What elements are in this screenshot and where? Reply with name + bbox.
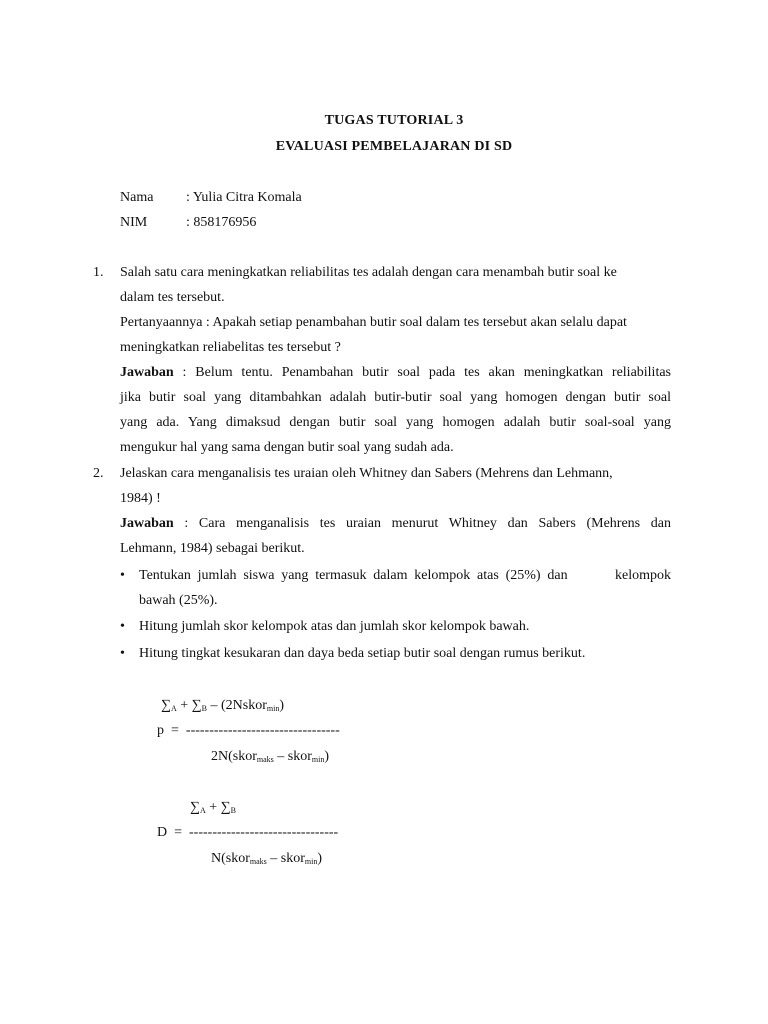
formula-p-numerator: $\sum_A + \sum_B$ – (2Nskor$_{min}$) xyxy=(161,698,285,713)
identity-name-row xyxy=(120,185,302,210)
question-2-number: 2. xyxy=(93,466,104,481)
answer-2-line: Jawaban : Cara menganalisis tes uraian menurut Whitney dan Sabers (Mehrens dan xyxy=(120,516,671,531)
nim-value: : 858176956 xyxy=(186,215,257,230)
nim-label: NIM xyxy=(120,215,148,230)
list-item: • Tentukan jumlah siswa yang termasuk dalam kelompok atas (25%) dan kelompok bawah (25%). xyxy=(120,563,671,613)
document-subtitle: EVALUASI PEMBELAJARAN DI SD xyxy=(275,139,513,154)
answer-1-line: yang ada. Yang dimaksud dengan butir soal yang homogen adalah butir soal-soal yang xyxy=(120,415,671,430)
question-2-text: 1984) ! xyxy=(120,491,161,506)
question-1-prompt: Pertanyaannya : Apakah setiap penambahan butir soal dalam tes tersebut akan selalu dapat xyxy=(120,315,627,330)
answer-2-label: Jawaban xyxy=(120,516,174,531)
formula-d-lhs: D = xyxy=(157,825,190,840)
answer-1-line: jika butir soal yang ditambahkan adalah butir-butir soal yang homogen dengan butir soal xyxy=(120,390,671,405)
formula-p-fraction xyxy=(157,718,340,743)
name-label: Nama xyxy=(120,190,154,205)
answer-1-line: Jawaban : Belum tentu. Penambahan butir soal pada tes akan meningkatkan reliabilitas xyxy=(120,365,671,380)
document-title: TUGAS TUTORIAL 3 xyxy=(324,113,464,128)
bullet-icon: • xyxy=(120,568,125,583)
list-item: • Hitung tingkat kesukaran dan daya beda setiap butir soal dengan rumus berikut. xyxy=(120,641,671,666)
question-1-text: dalam tes tersebut. xyxy=(120,290,225,305)
question-1-text: Salah satu cara meningkatkan reliabilitas tes adalah dengan cara menambah butir soal ke xyxy=(120,265,617,280)
bullet-icon: • xyxy=(120,619,125,634)
formula-p-denominator: 2N(skor$_{maks}$ – skor$_{min}$) xyxy=(211,749,330,764)
answer-1-line: mengukur hal yang sama dengan butir soal yang sudah ada. xyxy=(120,440,454,455)
formula-d-numerator: $\sum_A + \sum_B$ xyxy=(190,800,236,815)
fraction-bar: --------------------------------- xyxy=(185,723,340,738)
answer-2-line: Lehmann, 1984) sebagai berikut. xyxy=(120,541,305,556)
formula-d-fraction xyxy=(157,820,338,845)
name-value: : Yulia Citra Komala xyxy=(186,190,302,205)
bullet-icon: • xyxy=(120,646,125,661)
question-1-number: 1. xyxy=(93,265,104,280)
question-1-prompt: meningkatkan reliabelitas tes tersebut ? xyxy=(120,340,341,355)
list-item: • Hitung jumlah skor kelompok atas dan jumlah skor kelompok bawah. xyxy=(120,614,671,639)
fraction-bar: -------------------------------- xyxy=(189,825,339,840)
question-2-text: Jelaskan cara menganalisis tes uraian oleh Whitney dan Sabers (Mehrens dan Lehmann, xyxy=(120,466,613,481)
question-1 xyxy=(120,260,671,460)
formula-p-lhs: p = xyxy=(157,723,186,738)
answer-1-label: Jawaban xyxy=(120,365,174,380)
identity-nim-row xyxy=(120,210,256,235)
question-2 xyxy=(120,461,671,561)
formula-d-denominator: N(skor$_{maks}$ – skor$_{min}$) xyxy=(211,851,323,866)
answer-2-steps xyxy=(120,563,671,666)
